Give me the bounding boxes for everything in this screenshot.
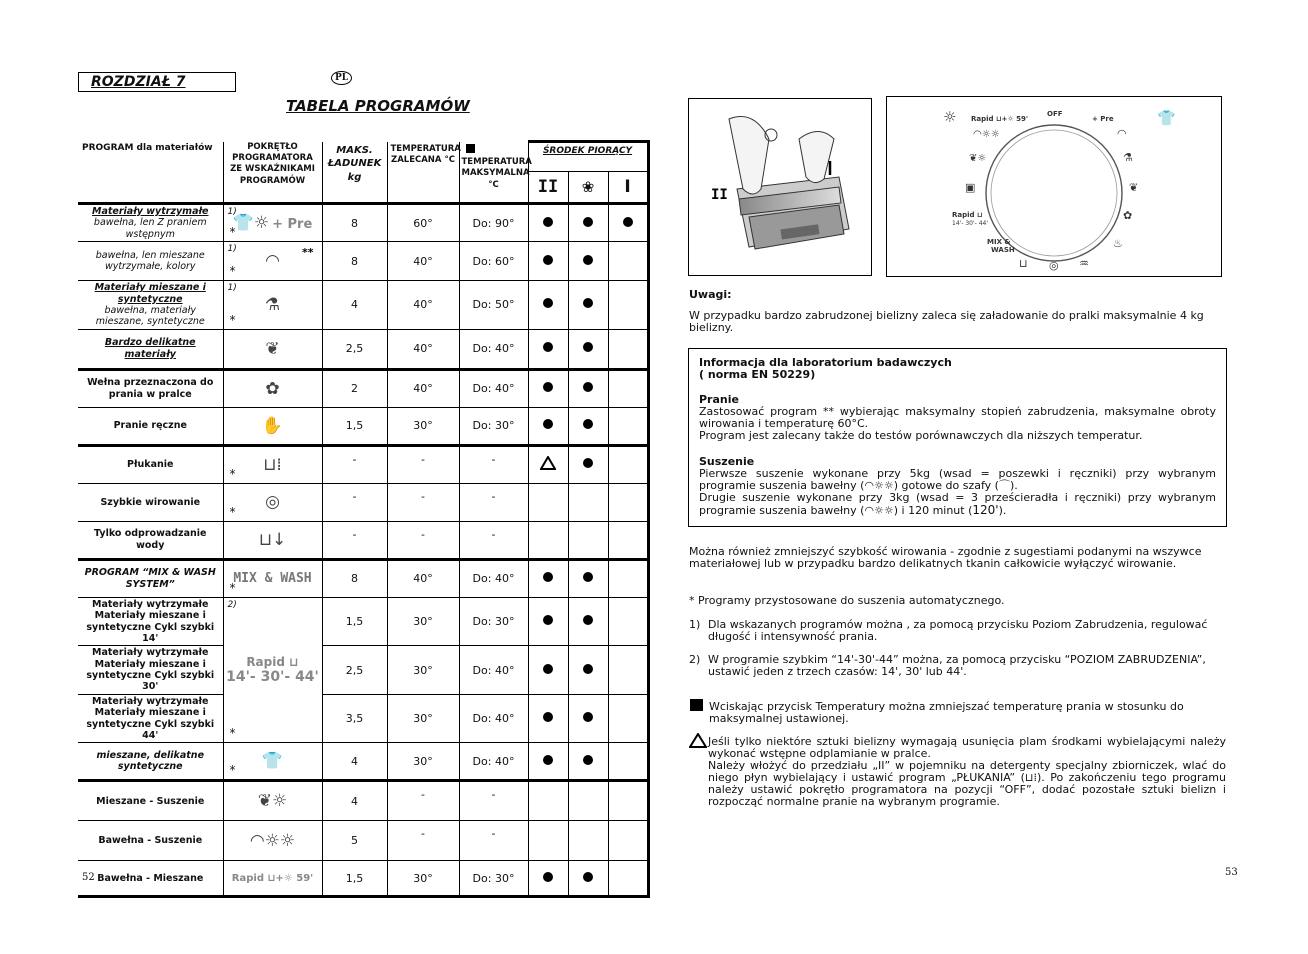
svg-text:OFF: OFF [1047, 110, 1063, 118]
dot-icon [543, 664, 553, 674]
notes-text: W przypadku bardzo zabrudzonej bielizny zaleca się załadowanie do pralki maksymalnie 4 kg bielizny. [689, 309, 1204, 335]
detergent-d1 [608, 743, 648, 781]
cell-load: - [322, 483, 387, 521]
detergent-d1 [608, 483, 648, 521]
washing-text-2: Program jest zalecany także do testów porównawczych dla niższych temperatur. [699, 429, 1143, 443]
knob-indicator [223, 407, 322, 445]
drying-text-1: Pierwsze suszenie wykonane przy 5kg (wsad = poszewki i ręczniki) przy wybranym programie suszenia bawełny (◠☼☼) gotowe do szafy (⌒). [699, 466, 1216, 492]
dot-icon [543, 342, 553, 352]
dot-icon [543, 255, 553, 265]
dot-icon [583, 755, 593, 765]
bleach-note: Jeśli tylko niektóre sztuki bielizny wymagają usunięcia plam środkami wybielającymi należy wykonać wstępne odplamianie w pralce. Należy włożyć do przedziału „II” w pojemniku na detergenty specjalny zbiorniczek, wlać do niego płyn wybielający i ustawić program „PŁUKANIA” (⊔⁞). Po zakończeniu tego programu należy ustawić pokrętło programatora na pozycji “OFF”, dodać pozostałe sztuki bielizn i rozpocząć normalne pranie na wybranym programie. [708, 735, 1226, 809]
header-knob: POKRĘTŁO PROGRAMATORA ZE WSKAŹNIKAMI PROGRAMÓW [223, 142, 322, 204]
table-row [78, 204, 648, 242]
knob-indicator: ⊔⁞ * [223, 445, 322, 483]
knob-indicator: MIX & WASH * [223, 559, 322, 597]
cell-temp: 30° [387, 743, 459, 781]
detergent-d2 [528, 483, 568, 521]
knob-rapid-cell: 2) Rapid ⊔ 14'- 30'- 44' * [223, 597, 322, 743]
dial-drawing [887, 97, 1221, 276]
detergent-df [568, 559, 608, 597]
cell-temp: 40° [387, 281, 459, 330]
detergent-df [568, 597, 608, 646]
cell-max: Do: 40° [459, 743, 528, 781]
program-icon: 👕 [261, 751, 284, 772]
detergent-d2 [528, 407, 568, 445]
cell-max: Do: 50° [459, 281, 528, 330]
cell-max: Do: 90° [459, 204, 528, 242]
detergent-d1 [608, 597, 648, 646]
header-detergent: ŚRODEK PIORĄCY [528, 142, 648, 172]
cell-temp: - [387, 821, 459, 861]
sun-icon: ☼ [943, 108, 957, 126]
chapter-label: ROZDZIAŁ 7 [78, 72, 236, 92]
cell-load: 2,5 [322, 646, 387, 695]
detergent-d1 [608, 329, 648, 369]
dot-icon [543, 217, 553, 227]
table-row [78, 743, 648, 781]
detergent-d1 [608, 369, 648, 407]
table-row [78, 781, 648, 821]
cell-temp: 30° [387, 861, 459, 897]
cell-max: - [459, 483, 528, 521]
detergent-d2 [528, 694, 568, 743]
compartment-ii: II [528, 172, 568, 204]
program-name: Tylko odprowadzanie wody [78, 521, 223, 559]
detergent-d2 [528, 369, 568, 407]
program-name: Bardzo delikatne materiały [78, 329, 223, 369]
drying-text-2: Drugie suszenie wykonane przy 3kg (wsad = 3 prześcieradła i ręczniki) przy wybranym programie suszenia bawełny (◠☼☼) i 120 minut (120'). [699, 490, 1216, 517]
detergent-df [568, 407, 608, 445]
cell-temp: 60° [387, 204, 459, 242]
cell-load: 2,5 [322, 329, 387, 369]
svg-text:⚗: ⚗ [1123, 151, 1133, 164]
cell-load: 1,5 [322, 861, 387, 897]
cell-temp: 30° [387, 597, 459, 646]
program-icon: ⊔↓ [258, 529, 287, 550]
detergent-d1 [608, 445, 648, 483]
dot-icon [583, 342, 593, 352]
knob-indicator [223, 329, 322, 369]
spin-note: Można również zmniejszyć szybkość wirowania - zgodnie z sugestiami podanymi na wszywce materiałowej lub w przypadku bardzo delikatnych tkanin całkowicie wyłączyć wirowanie. [689, 545, 1202, 571]
detergent-d1 [608, 407, 648, 445]
table-row [78, 646, 648, 695]
svg-text:♨: ♨ [1113, 237, 1123, 250]
detergent-drawer-illustration [688, 98, 872, 276]
dot-icon [543, 572, 553, 582]
svg-text:♒: ♒ [1079, 257, 1089, 270]
table-row [78, 597, 648, 646]
program-name: Materiały wytrzymałe Materiały mieszane i syntetyczne Cykl szybki 30' [78, 646, 223, 695]
cell-temp: - [387, 781, 459, 821]
table-row [78, 281, 648, 330]
flower-icon: ❀ [568, 172, 608, 204]
program-table [78, 140, 650, 898]
knob-indicator [223, 781, 322, 821]
detergent-df [568, 242, 608, 281]
detergent-d1 [608, 242, 648, 281]
svg-text:Rapid ⊔+☼ 59': Rapid ⊔+☼ 59' [971, 115, 1029, 123]
cell-max: Do: 40° [459, 694, 528, 743]
cell-temp: 40° [387, 242, 459, 281]
cell-load: 1,5 [322, 597, 387, 646]
detergent-df [568, 861, 608, 897]
detergent-d2 [528, 781, 568, 821]
cell-max: - [459, 521, 528, 559]
dot-icon [543, 872, 553, 882]
detergent-d1 [608, 204, 648, 242]
detergent-df [568, 445, 608, 483]
header-load: MAKS. ŁADUNEK kg [322, 142, 387, 204]
bleach-triangle-icon [689, 733, 707, 752]
program-icon: ✋ [261, 415, 284, 436]
cell-max: Do: 30° [459, 407, 528, 445]
program-name: Bawełna - Suszenie [78, 821, 223, 861]
detergent-df [568, 821, 608, 861]
cell-load: 4 [322, 781, 387, 821]
knob-indicator: Rapid ⊔+☼ 59' [223, 861, 322, 897]
table-row [78, 483, 648, 521]
detergent-df [568, 781, 608, 821]
table-row [78, 861, 648, 897]
program-name: Mieszane - Suszenie [78, 781, 223, 821]
cell-temp: 30° [387, 407, 459, 445]
dot-icon [583, 217, 593, 227]
detergent-df [568, 694, 608, 743]
dot-icon [543, 615, 553, 625]
detergent-d2 [528, 559, 568, 597]
svg-text:MIX &: MIX & [987, 238, 1011, 246]
detergent-df [568, 281, 608, 330]
detergent-d1 [608, 281, 648, 330]
detergent-df [568, 743, 608, 781]
knob-indicator [223, 369, 322, 407]
program-icon: ❦☼ [257, 791, 288, 812]
bleach-triangle-icon [540, 456, 556, 470]
table-row [78, 407, 648, 445]
program-name: mieszane, delikatne syntetyczne [78, 743, 223, 781]
program-name: Bawełna - Mieszane [78, 861, 223, 897]
dot-icon [543, 419, 553, 429]
program-name: bawełna, len mieszane wytrzymałe, kolory [78, 242, 223, 281]
label-ii: II [711, 187, 728, 203]
lab-info-norm: ( norma EN 50229) [699, 368, 816, 382]
program-icon: ◠ [265, 251, 280, 272]
table-row [78, 329, 648, 369]
drying-title: Suszenie [699, 454, 755, 468]
dot-icon [583, 419, 593, 429]
program-name: Pranie ręczne [78, 407, 223, 445]
detergent-d1 [608, 781, 648, 821]
cell-load: 4 [322, 281, 387, 330]
cell-max: Do: 40° [459, 369, 528, 407]
detergent-d1 [608, 559, 648, 597]
dot-icon [543, 298, 553, 308]
program-icon: ⊔⁞ [263, 454, 282, 475]
dot-icon [583, 712, 593, 722]
notes-title: Uwagi: [689, 288, 732, 301]
detergent-d2 [528, 743, 568, 781]
header-temp-max: TEMPERATURA MAKSYMALNA °C [459, 142, 528, 204]
detergent-d1 [608, 694, 648, 743]
dot-icon [543, 712, 553, 722]
program-name: PROGRAM “MIX & WASH SYSTEM” [78, 559, 223, 597]
cell-load: 3,5 [322, 694, 387, 743]
footnote-2: 2) W programie szybkim “14'-30'-44” można, za pomocą przycisku “POZIOM ZABRUDZENIA”, ustawić jeden z trzech czasów: 14', 30' lub 44'. [689, 653, 1206, 679]
language-badge: PL [331, 71, 352, 85]
table-row [78, 694, 648, 743]
cell-temp: - [387, 521, 459, 559]
dot-icon [583, 572, 593, 582]
hanger-icon: ⌒ [998, 478, 1010, 492]
knob-indicator: ◎ * [223, 483, 322, 521]
dot-icon [623, 217, 633, 227]
table-row [78, 445, 648, 483]
detergent-d2 [528, 329, 568, 369]
dot-icon [583, 382, 593, 392]
detergent-df [568, 483, 608, 521]
program-name: Materiały wytrzymałe Materiały mieszane i syntetyczne Cykl szybki 14' [78, 597, 223, 646]
table-row [78, 242, 648, 281]
cell-max: Do: 40° [459, 329, 528, 369]
svg-text:+ Pre: + Pre [1092, 115, 1114, 123]
detergent-d2 [528, 821, 568, 861]
cell-max: Do: 60° [459, 242, 528, 281]
svg-text:◎: ◎ [1049, 259, 1059, 272]
drawer-drawing [689, 99, 871, 275]
cell-temp: 30° [387, 694, 459, 743]
table-row [78, 521, 648, 559]
program-name: Płukanie [78, 445, 223, 483]
svg-text:❦: ❦ [1129, 181, 1139, 194]
program-name: Materiały wytrzymałe Materiały mieszane i syntetyczne Cykl szybki 44' [78, 694, 223, 743]
cell-temp: 40° [387, 329, 459, 369]
detergent-df [568, 204, 608, 242]
detergent-d2 [528, 597, 568, 646]
page-number-left: 52 [82, 872, 95, 883]
svg-text:⊔: ⊔ [1019, 257, 1028, 270]
cell-load: 8 [322, 242, 387, 281]
cell-max: - [459, 781, 528, 821]
compartment-i: I [608, 172, 648, 204]
table-row [78, 821, 648, 861]
lab-info-box [688, 348, 1227, 527]
knob-indicator: 1) 👕☼ + Pre * [223, 204, 322, 242]
temperature-square-icon [466, 144, 475, 153]
header-program: PROGRAM dla materiałów [78, 142, 223, 204]
detergent-d1 [608, 821, 648, 861]
program-name: Wełna przeznaczona do prania w pralce [78, 369, 223, 407]
cell-load: - [322, 521, 387, 559]
detergent-df [568, 369, 608, 407]
cell-load: 8 [322, 204, 387, 242]
header-temp-recommended: TEMPERATURA ZALECANA °C [387, 142, 459, 204]
cell-temp: 40° [387, 369, 459, 407]
dot-icon [583, 255, 593, 265]
detergent-d2 [528, 521, 568, 559]
program-icon: ✿ [265, 378, 280, 399]
cell-load: 1,5 [322, 407, 387, 445]
detergent-d2 [528, 861, 568, 897]
detergent-d1 [608, 861, 648, 897]
program-name: Szybkie wirowanie [78, 483, 223, 521]
svg-text:✿: ✿ [1123, 209, 1133, 222]
svg-text:Rapid ⊔: Rapid ⊔ [952, 211, 983, 219]
washing-text-1: Zastosować program ** wybierając maksymalny stopień zabrudzenia, maksymalne obroty wirowania i temperaturę 60°C. [699, 405, 1216, 431]
footnote-1: 1) Dla wskazanych programów można , za pomocą przycisku Poziom Zabrudzenia, regulować długość i intensywność prania. [689, 618, 1208, 644]
dot-icon [583, 615, 593, 625]
cell-load: 5 [322, 821, 387, 861]
detergent-d2 [528, 242, 568, 281]
dot-icon [583, 458, 593, 468]
cell-max: - [459, 445, 528, 483]
dot-icon [583, 298, 593, 308]
page-number-right: 53 [1225, 867, 1238, 878]
lab-info-title: Informacja dla laboratorium badawczych [699, 356, 952, 369]
table-row [78, 369, 648, 407]
cotton-dry-icon: ◠☼☼ [864, 478, 894, 492]
dot-icon [543, 382, 553, 392]
svg-text:▣: ▣ [965, 181, 976, 194]
cell-temp: - [387, 483, 459, 521]
temperature-square-icon-note [690, 699, 703, 711]
table-row [78, 559, 648, 597]
cell-max: Do: 40° [459, 646, 528, 695]
cell-load: 2 [322, 369, 387, 407]
cell-max: Do: 30° [459, 597, 528, 646]
cell-max: Do: 30° [459, 861, 528, 897]
cotton-dry-icon-2: ◠☼☼ [864, 503, 894, 517]
washing-title: Pranie [699, 393, 739, 407]
cell-load: 8 [322, 559, 387, 597]
detergent-d2 [528, 646, 568, 695]
cell-max: - [459, 821, 528, 861]
auto-dry-note: * Programy przystosowane do suszenia automatycznego. [689, 594, 1005, 607]
program-icon: 👕☼ [232, 213, 270, 234]
program-icon: ◎ [265, 492, 280, 513]
program-name: Materiały wytrzymałe bawełna, len Z praniem wstępnym [78, 204, 223, 242]
program-dial-panel [886, 96, 1222, 277]
detergent-d2 [528, 204, 568, 242]
dot-icon [583, 872, 593, 882]
program-icon: ◠☼☼ [249, 830, 296, 851]
cell-temp: 40° [387, 559, 459, 597]
program-icon: ❦ [265, 338, 280, 359]
dot-icon [543, 755, 553, 765]
temperature-note: Wciskając przycisk Temperatury można zmniejszać temperaturę prania w stosunku do maksymalnej ustawionej. [709, 700, 1184, 726]
cell-temp: 30° [387, 646, 459, 695]
detergent-d1 [608, 521, 648, 559]
shirt-icon: 👕 [1157, 109, 1176, 127]
cell-load: 4 [322, 743, 387, 781]
knob-indicator [223, 821, 322, 861]
knob-indicator: 👕 * [223, 743, 322, 781]
detergent-df [568, 646, 608, 695]
svg-text:◠☼☼: ◠☼☼ [973, 129, 1000, 140]
cell-max: Do: 40° [459, 559, 528, 597]
knob-indicator: 1) ⚗ * [223, 281, 322, 330]
detergent-d2 [528, 445, 568, 483]
knob-indicator [223, 521, 322, 559]
page-title: TABELA PROGRAMÓW [286, 97, 470, 115]
rinse-icon: ⊔⁞ [1024, 771, 1037, 785]
detergent-df [568, 329, 608, 369]
cell-load: - [322, 445, 387, 483]
svg-text:WASH: WASH [991, 246, 1015, 254]
dot-icon [583, 664, 593, 674]
svg-text:❦☼: ❦☼ [969, 153, 987, 164]
svg-text:◠: ◠ [1117, 127, 1127, 140]
cell-temp: - [387, 445, 459, 483]
detergent-d2 [528, 281, 568, 330]
detergent-d1 [608, 646, 648, 695]
knob-indicator: 1) ◠ ** * [223, 242, 322, 281]
program-icon: ⚗ [264, 294, 281, 315]
svg-text:14'- 30'- 44': 14'- 30'- 44' [952, 220, 988, 227]
detergent-df [568, 521, 608, 559]
program-name: Materiały mieszane i syntetyczne bawełna, materiały mieszane, syntetyczne [78, 281, 223, 330]
